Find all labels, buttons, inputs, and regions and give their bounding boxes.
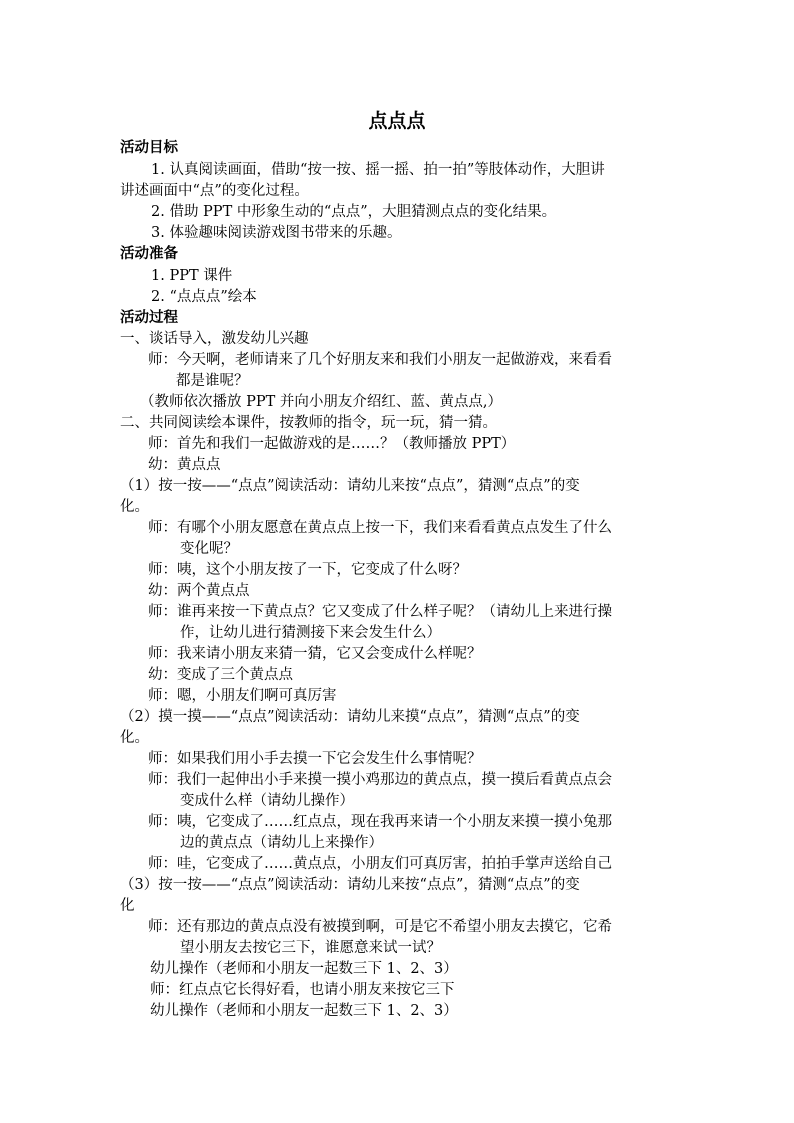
dialogue-line-cont: 边的黄点点（请幼儿上来操作）: [180, 835, 383, 851]
dialogue-line-cont: 作，让幼儿进行猜测接下来会发生什么）: [180, 625, 441, 641]
dialogue-line-cont: 变化呢？: [180, 541, 238, 557]
operation-line: 幼儿操作（老师和小朋友一起数三下 1、2、3）: [150, 1003, 458, 1019]
dialogue-line: 师：谁再来按一下黄点点？它又变成了什么样子呢？（请幼儿上来进行操: [148, 604, 612, 620]
dialogue-line-cont: 变成什么样（请幼儿操作）: [180, 793, 354, 809]
dialogue-line: 师：今天啊，老师请来了几个好朋友来和我们小朋友一起做游戏，来看看: [148, 352, 612, 368]
prep-item-2: 2. “点点点”绘本: [151, 289, 257, 305]
dialogue-line: 幼：黄点点: [148, 457, 221, 473]
section-2-heading: 二、共同阅读绘本课件，按教师的指令，玩一玩，猜一猜。: [120, 415, 497, 431]
goal-item-2: 2. 借助 PPT 中形象生动的“点点”，大胆猜测点点的变化结果。: [151, 204, 557, 220]
dialogue-line: 师：如果我们用小手去摸一下它会发生什么事情呢？: [148, 751, 482, 767]
note-line: （教师依次播放 PPT 并向小朋友介绍红、蓝、黄点点,）: [140, 394, 503, 410]
activity-2-heading-cont: 化。: [120, 730, 149, 746]
goal-item-1: 1. 认真阅读画面，借助“按一按、摇一摇、拍一拍”等肢体动作，大胆讲: [151, 162, 605, 178]
section-1-heading: 一、谈话导入，激发幼儿兴趣: [120, 331, 309, 347]
dialogue-line: 师：还有那边的黄点点没有被摸到啊，可是它不希望小朋友去摸它，它希: [148, 919, 612, 935]
activity-3-heading-cont: 化: [120, 898, 135, 914]
dialogue-line-cont: 都是谁呢？: [176, 373, 249, 389]
dialogue-line: 师：首先和我们一起做游戏的是……？（教师播放 PPT）: [148, 436, 516, 452]
dialogue-line: 师：哇，它变成了……黄点点，小朋友们可真厉害，拍拍手掌声送给自己: [148, 856, 612, 872]
dialogue-line: 师：我来请小朋友来猜一猜，它又会变成什么样呢？: [148, 646, 482, 662]
dialogue-line: 师：红点点它长得好看，也请小朋友来按它三下: [150, 982, 455, 998]
dialogue-line: 师：有哪个小朋友愿意在黄点点上按一下，我们来看看黄点点发生了什么: [148, 520, 612, 536]
dialogue-line: 师：咦，这个小朋友按了一下，它变成了什么呀？: [148, 562, 467, 578]
prep-item-1: 1. PPT 课件: [151, 268, 233, 284]
document-title: 点点点: [368, 110, 426, 132]
goal-item-1-cont: 讲述画面中“点”的变化过程。: [120, 183, 309, 199]
process-heading: 活动过程: [120, 310, 178, 326]
activity-1-heading: （1）按一按——“点点”阅读活动：请幼儿来按“点点”，猜测“点点”的变: [120, 478, 580, 494]
dialogue-line: 师：嗯，小朋友们啊可真厉害: [148, 688, 337, 704]
goal-item-3: 3. 体验趣味阅读游戏图书带来的乐趣。: [151, 225, 402, 241]
activity-3-heading: （3）按一按——“点点”阅读活动：请幼儿来按“点点”，猜测“点点”的变: [120, 877, 580, 893]
dialogue-line: 师：我们一起伸出小手来摸一摸小鸡那边的黄点点，摸一摸后看黄点点会: [148, 772, 612, 788]
operation-line: 幼儿操作（老师和小朋友一起数三下 1、2、3）: [150, 961, 458, 977]
dialogue-line: 幼：两个黄点点: [148, 583, 250, 599]
activity-2-heading: （2）摸一摸——“点点”阅读活动：请幼儿来摸“点点”，猜测“点点”的变: [120, 709, 580, 725]
goals-heading: 活动目标: [120, 140, 178, 156]
dialogue-line: 师：咦，它变成了……红点点，现在我再来请一个小朋友来摸一摸小兔那: [148, 814, 612, 830]
dialogue-line: 幼：变成了三个黄点点: [148, 667, 293, 683]
activity-1-heading-cont: 化。: [120, 499, 149, 515]
prep-heading: 活动准备: [120, 246, 178, 262]
dialogue-line-cont: 望小朋友去按它三下，谁愿意来试一试？: [180, 940, 441, 956]
